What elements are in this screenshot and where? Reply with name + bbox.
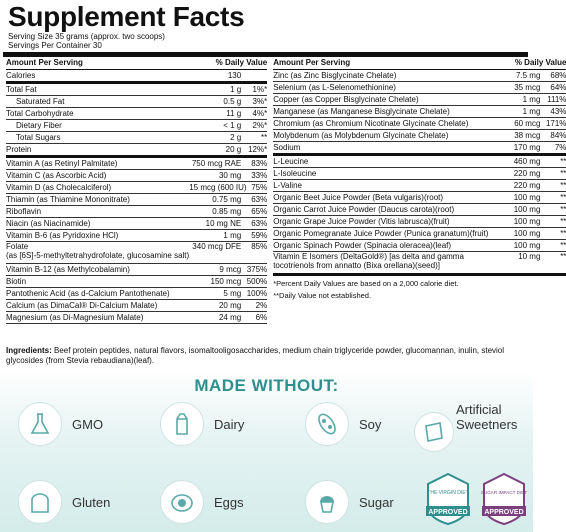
nutrient-label: L-Leucine — [273, 156, 309, 166]
nutrient-daily-value: ** — [560, 192, 566, 202]
nutrient-label: Molybdenum (as Molybdenum Glycinate Chelate) — [273, 130, 449, 140]
nutrient-row — [273, 180, 566, 192]
right-column — [273, 57, 566, 324]
nutrient-label: L-Valine — [273, 180, 302, 190]
nutrient-row — [273, 118, 566, 130]
nutrient-row — [6, 120, 267, 132]
nutrient-row — [6, 206, 267, 218]
nutrient-daily-value: 375% — [246, 264, 268, 274]
nutrient-row — [273, 216, 566, 228]
nutrient-daily-value: ** — [260, 132, 268, 142]
nutrient-amount: 2 g — [230, 132, 242, 142]
made-without-artificial-sweeteners: Artificial Sweetners — [420, 402, 517, 432]
nutrient-daily-value: 63% — [251, 218, 268, 228]
soybean-icon — [313, 410, 341, 438]
nutrient-amount: 460 mg — [513, 156, 541, 166]
nutrient-daily-value: ** — [560, 168, 566, 178]
nutrient-amount: 220 mg — [513, 168, 541, 178]
nutrient-row — [6, 300, 267, 312]
nutrient-row — [6, 312, 267, 324]
nutrient-amount: 7.5 mg — [515, 70, 541, 80]
nutrient-row — [273, 142, 566, 156]
nutrient-label: Magnesium (as Di-Magnesium Malate) — [6, 312, 144, 322]
footnote: **Daily Value not established. — [273, 291, 372, 300]
nutrient-label: Organic Spinach Powder (Spinacia oleracea)(leaf) — [273, 240, 452, 250]
nutrient-daily-value: 4%* — [252, 108, 268, 118]
nutrient-row — [6, 84, 267, 96]
nutrient-amount: 340 mcg DFE — [192, 242, 242, 251]
nutrient-daily-value: ** — [560, 180, 566, 190]
nutrient-label: Thiamin (as Thiamine Mononitrate) — [6, 194, 130, 204]
nutrient-row — [6, 242, 267, 264]
nutrient-row — [6, 132, 267, 144]
nutrient-row — [273, 106, 566, 118]
nutrient-amount: 38 mcg — [514, 130, 541, 140]
supplement-facts-panel — [3, 1, 566, 324]
column-header: Amount Per Serving % Daily Value — [273, 57, 566, 70]
nutrient-amount: 100 mg — [513, 192, 541, 202]
nutrient-label: Organic Pomegranate Juice Powder (Punica granatum)(fruit) — [273, 228, 489, 238]
nutrient-daily-value: ** — [560, 240, 566, 250]
nutrient-row — [6, 70, 267, 84]
nutrient-daily-value: 111% — [547, 94, 566, 104]
nutrient-daily-value: 83% — [251, 158, 268, 168]
nutrient-daily-value: 75% — [251, 182, 268, 192]
nutrient-daily-value: 500% — [246, 276, 268, 286]
nutrient-row — [273, 204, 566, 216]
nutrient-amount: 130 — [227, 70, 242, 80]
nutrient-row — [273, 70, 566, 82]
made-without-gluten: Gluten — [18, 480, 110, 524]
svg-text:THE VIRGIN DIET: THE VIRGIN DIET — [427, 490, 469, 496]
nutrient-amount: 100 mg — [513, 204, 541, 214]
serving-size: Serving Size 35 grams (approx. two scoops) — [8, 32, 165, 41]
nutrient-label: Pantothenic Acid (as d-Calcium Pantothenate) — [6, 288, 170, 298]
nutrient-daily-value: 3%* — [252, 96, 268, 106]
nutrient-label: Vitamin B-12 (as Methylcobalamin) — [6, 264, 130, 274]
nutrient-amount: 100 mg — [513, 228, 541, 238]
nutrient-amount: 1 mg — [522, 106, 541, 116]
nutrient-label: Niacin (as Niacinamide) — [6, 218, 91, 228]
nutrient-label: Organic Carrot Juice Powder (Daucus carota)(root) — [273, 204, 455, 214]
nutrient-row — [6, 218, 267, 230]
nutrient-label: Biotin — [6, 276, 27, 286]
nutrient-row — [273, 156, 566, 168]
nutrient-amount: 15 mcg (600 IU) — [189, 182, 247, 192]
cupcake-icon — [313, 488, 341, 516]
nutrient-label: Total Fat — [6, 84, 37, 94]
nutrient-amount: 1 mg — [223, 230, 242, 240]
nutrient-daily-value: ** — [560, 228, 566, 238]
nutrient-label: Selenium (as L-Selenomethionine) — [273, 82, 396, 92]
sugar-packet-icon — [420, 418, 448, 446]
nutrient-amount: 20 g — [225, 144, 242, 154]
nutrient-amount: 220 mg — [513, 180, 541, 190]
nutrient-amount: 170 mg — [513, 142, 541, 152]
nutrient-row — [6, 264, 267, 276]
nutrient-label: L-Isoleucine — [273, 168, 317, 178]
sugar-impact-diet-approved-badge — [480, 472, 528, 526]
nutrient-amount: 750 mcg RAE — [191, 158, 242, 168]
nutrient-row — [273, 192, 566, 204]
servings-per-container: Servings Per Container 30 — [8, 41, 102, 50]
nutrient-label: Calcium (as DimaCal® Di-Calcium Malate) — [6, 300, 158, 310]
nutrient-row — [273, 228, 566, 240]
made-without-gmo: GMO — [18, 402, 103, 446]
nutrient-amount: 24 mg — [218, 312, 242, 322]
nutrient-row — [6, 158, 267, 170]
nutrient-label: Folate (as [6S]-5-methyltetrahydrofolate, glucosamine salt) — [6, 242, 190, 260]
nutrient-label: Total Carbohydrate — [6, 108, 74, 118]
nutrient-row — [6, 144, 267, 158]
nutrient-amount: 60 mcg — [514, 118, 541, 128]
nutrient-daily-value: 65% — [251, 206, 268, 216]
nutrient-label: Chromium (as Chromium Nicotinate Glycinate Chelate) — [273, 118, 469, 128]
nutrient-daily-value: 6% — [255, 312, 268, 322]
made-without-eggs: Eggs — [160, 480, 244, 524]
nutrient-daily-value: 2%* — [252, 120, 268, 130]
nutrient-amount: 100 mg — [513, 216, 541, 226]
nutrient-label: Organic Grape Juice Powder (Vitis labrusca)(fruit) — [273, 216, 450, 226]
nutrient-label: Vitamin E Isomers (DeltaGold®) [as delta and gamma tocotrienols from annatto (Bixa orellana)(seed)] — [273, 252, 464, 270]
nutrient-daily-value: 68% — [550, 70, 566, 80]
nutrient-daily-value: ** — [560, 252, 566, 261]
svg-text:APPROVED: APPROVED — [484, 509, 524, 516]
nutrient-daily-value: ** — [560, 156, 566, 166]
nutrient-row — [6, 96, 267, 108]
nutrient-daily-value: 84% — [550, 130, 566, 140]
nutrient-row — [273, 130, 566, 142]
nutrient-label: Vitamin B-6 (as Pyridoxine HCl) — [6, 230, 119, 240]
nutrient-row — [6, 108, 267, 120]
nutrient-amount: 0.85 mg — [212, 206, 242, 216]
svg-text:APPROVED: APPROVED — [428, 509, 468, 516]
nutrient-label: Sodium — [273, 142, 301, 152]
made-without-section — [0, 370, 533, 532]
made-without-dairy: Dairy — [160, 402, 244, 446]
nutrient-amount: < 1 g — [223, 120, 242, 130]
nutrient-daily-value: 1%* — [252, 84, 268, 94]
nutrient-amount: 1 mg — [522, 94, 541, 104]
nutrient-label: Copper (as Copper Bisglycinate Chelate) — [273, 94, 419, 104]
column-header: Amount Per Serving % Daily Value — [6, 57, 267, 70]
nutrient-daily-value: 12%* — [248, 144, 268, 154]
nutrient-daily-value: 7% — [554, 142, 566, 152]
nutrient-amount: 11 g — [226, 108, 242, 118]
made-without-soy: Soy — [305, 402, 381, 446]
nutrient-daily-value: 100% — [246, 288, 268, 298]
nutrient-amount: 1 g — [230, 84, 242, 94]
nutrient-label: Zinc (as Zinc Bisglycinate Chelate) — [273, 70, 397, 80]
nutrient-row — [273, 168, 566, 180]
nutrient-row — [6, 230, 267, 242]
nutrient-daily-value: 63% — [251, 194, 268, 204]
nutrient-label: Vitamin C (as Ascorbic Acid) — [6, 170, 107, 180]
nutrient-daily-value: 43% — [550, 106, 566, 116]
nutrient-row — [6, 182, 267, 194]
nutrient-daily-value: 64% — [550, 82, 566, 92]
nutrient-label: Vitamin A (as Retinyl Palmitate) — [6, 158, 118, 168]
nutrient-label: Manganese (as Manganese Bisglycinate Chelate) — [273, 106, 450, 116]
nutrient-amount: 0.75 mg — [212, 194, 242, 204]
nutrient-daily-value: 59% — [251, 230, 268, 240]
egg-icon — [168, 488, 196, 516]
svg-text:SUGAR IMPACT DIET: SUGAR IMPACT DIET — [480, 490, 528, 495]
nutrient-amount: 35 mcg — [514, 82, 541, 92]
made-without-title: MADE WITHOUT: — [194, 376, 339, 395]
nutrient-amount: 10 mg NE — [205, 218, 242, 228]
nutrient-daily-value: 33% — [251, 170, 268, 180]
nutrient-daily-value: 2% — [255, 300, 268, 310]
nutrient-amount: 9 mcg — [219, 264, 242, 274]
nutrient-row — [273, 94, 566, 106]
nutrient-amount: 20 mg — [218, 300, 242, 310]
nutrient-amount: 100 mg — [513, 240, 541, 250]
nutrient-row — [273, 252, 566, 276]
milk-carton-icon — [168, 410, 196, 438]
nutrient-label: Dietary Fiber — [16, 120, 62, 130]
ingredients: Ingredients: Beef protein peptides, natural flavors, isomaltooligosaccharides, medium chain triglyceride powder, glucomannan, inulin, steviol glycosides (from Stevia rebaudiana)(leaf). — [6, 346, 505, 365]
nutrient-row — [273, 240, 566, 252]
bread-icon — [26, 488, 54, 516]
nutrient-label: Total Sugars — [16, 132, 61, 142]
footnote: *Percent Daily Values are based on a 2,000 calorie diet. — [273, 279, 459, 288]
nutrient-row — [273, 82, 566, 94]
left-column — [6, 57, 267, 324]
nutrient-row — [6, 276, 267, 288]
nutrient-daily-value: ** — [560, 204, 566, 214]
nutrient-label: Calories — [6, 70, 36, 80]
nutrient-amount: 10 mg — [518, 252, 541, 261]
nutrient-label: Riboflavin — [6, 206, 42, 216]
nutrient-amount: 0.5 g — [223, 96, 242, 106]
nutrient-row — [6, 170, 267, 182]
nutrient-label: Saturated Fat — [16, 96, 65, 106]
made-without-sugar: Sugar — [305, 480, 394, 524]
nutrient-daily-value: ** — [560, 216, 566, 226]
nutrient-daily-value: 171% — [545, 118, 566, 128]
nutrient-label: Protein — [6, 144, 32, 154]
nutrient-amount: 150 mcg — [210, 276, 242, 286]
nutrient-amount: 30 mg — [218, 170, 242, 180]
nutrient-row — [6, 288, 267, 300]
nutrient-daily-value: 85% — [251, 242, 268, 251]
virgin-diet-approved-badge — [424, 472, 472, 526]
nutrient-label: Organic Beet Juice Powder (Beta vulgaris)(root) — [273, 192, 444, 202]
nutrient-row — [6, 194, 267, 206]
flask-icon — [26, 410, 54, 438]
nutrient-label: Vitamin D (as Cholecalciferol) — [6, 182, 112, 192]
panel-title: Supplement Facts — [8, 1, 245, 32]
nutrient-amount: 5 mg — [223, 288, 242, 298]
